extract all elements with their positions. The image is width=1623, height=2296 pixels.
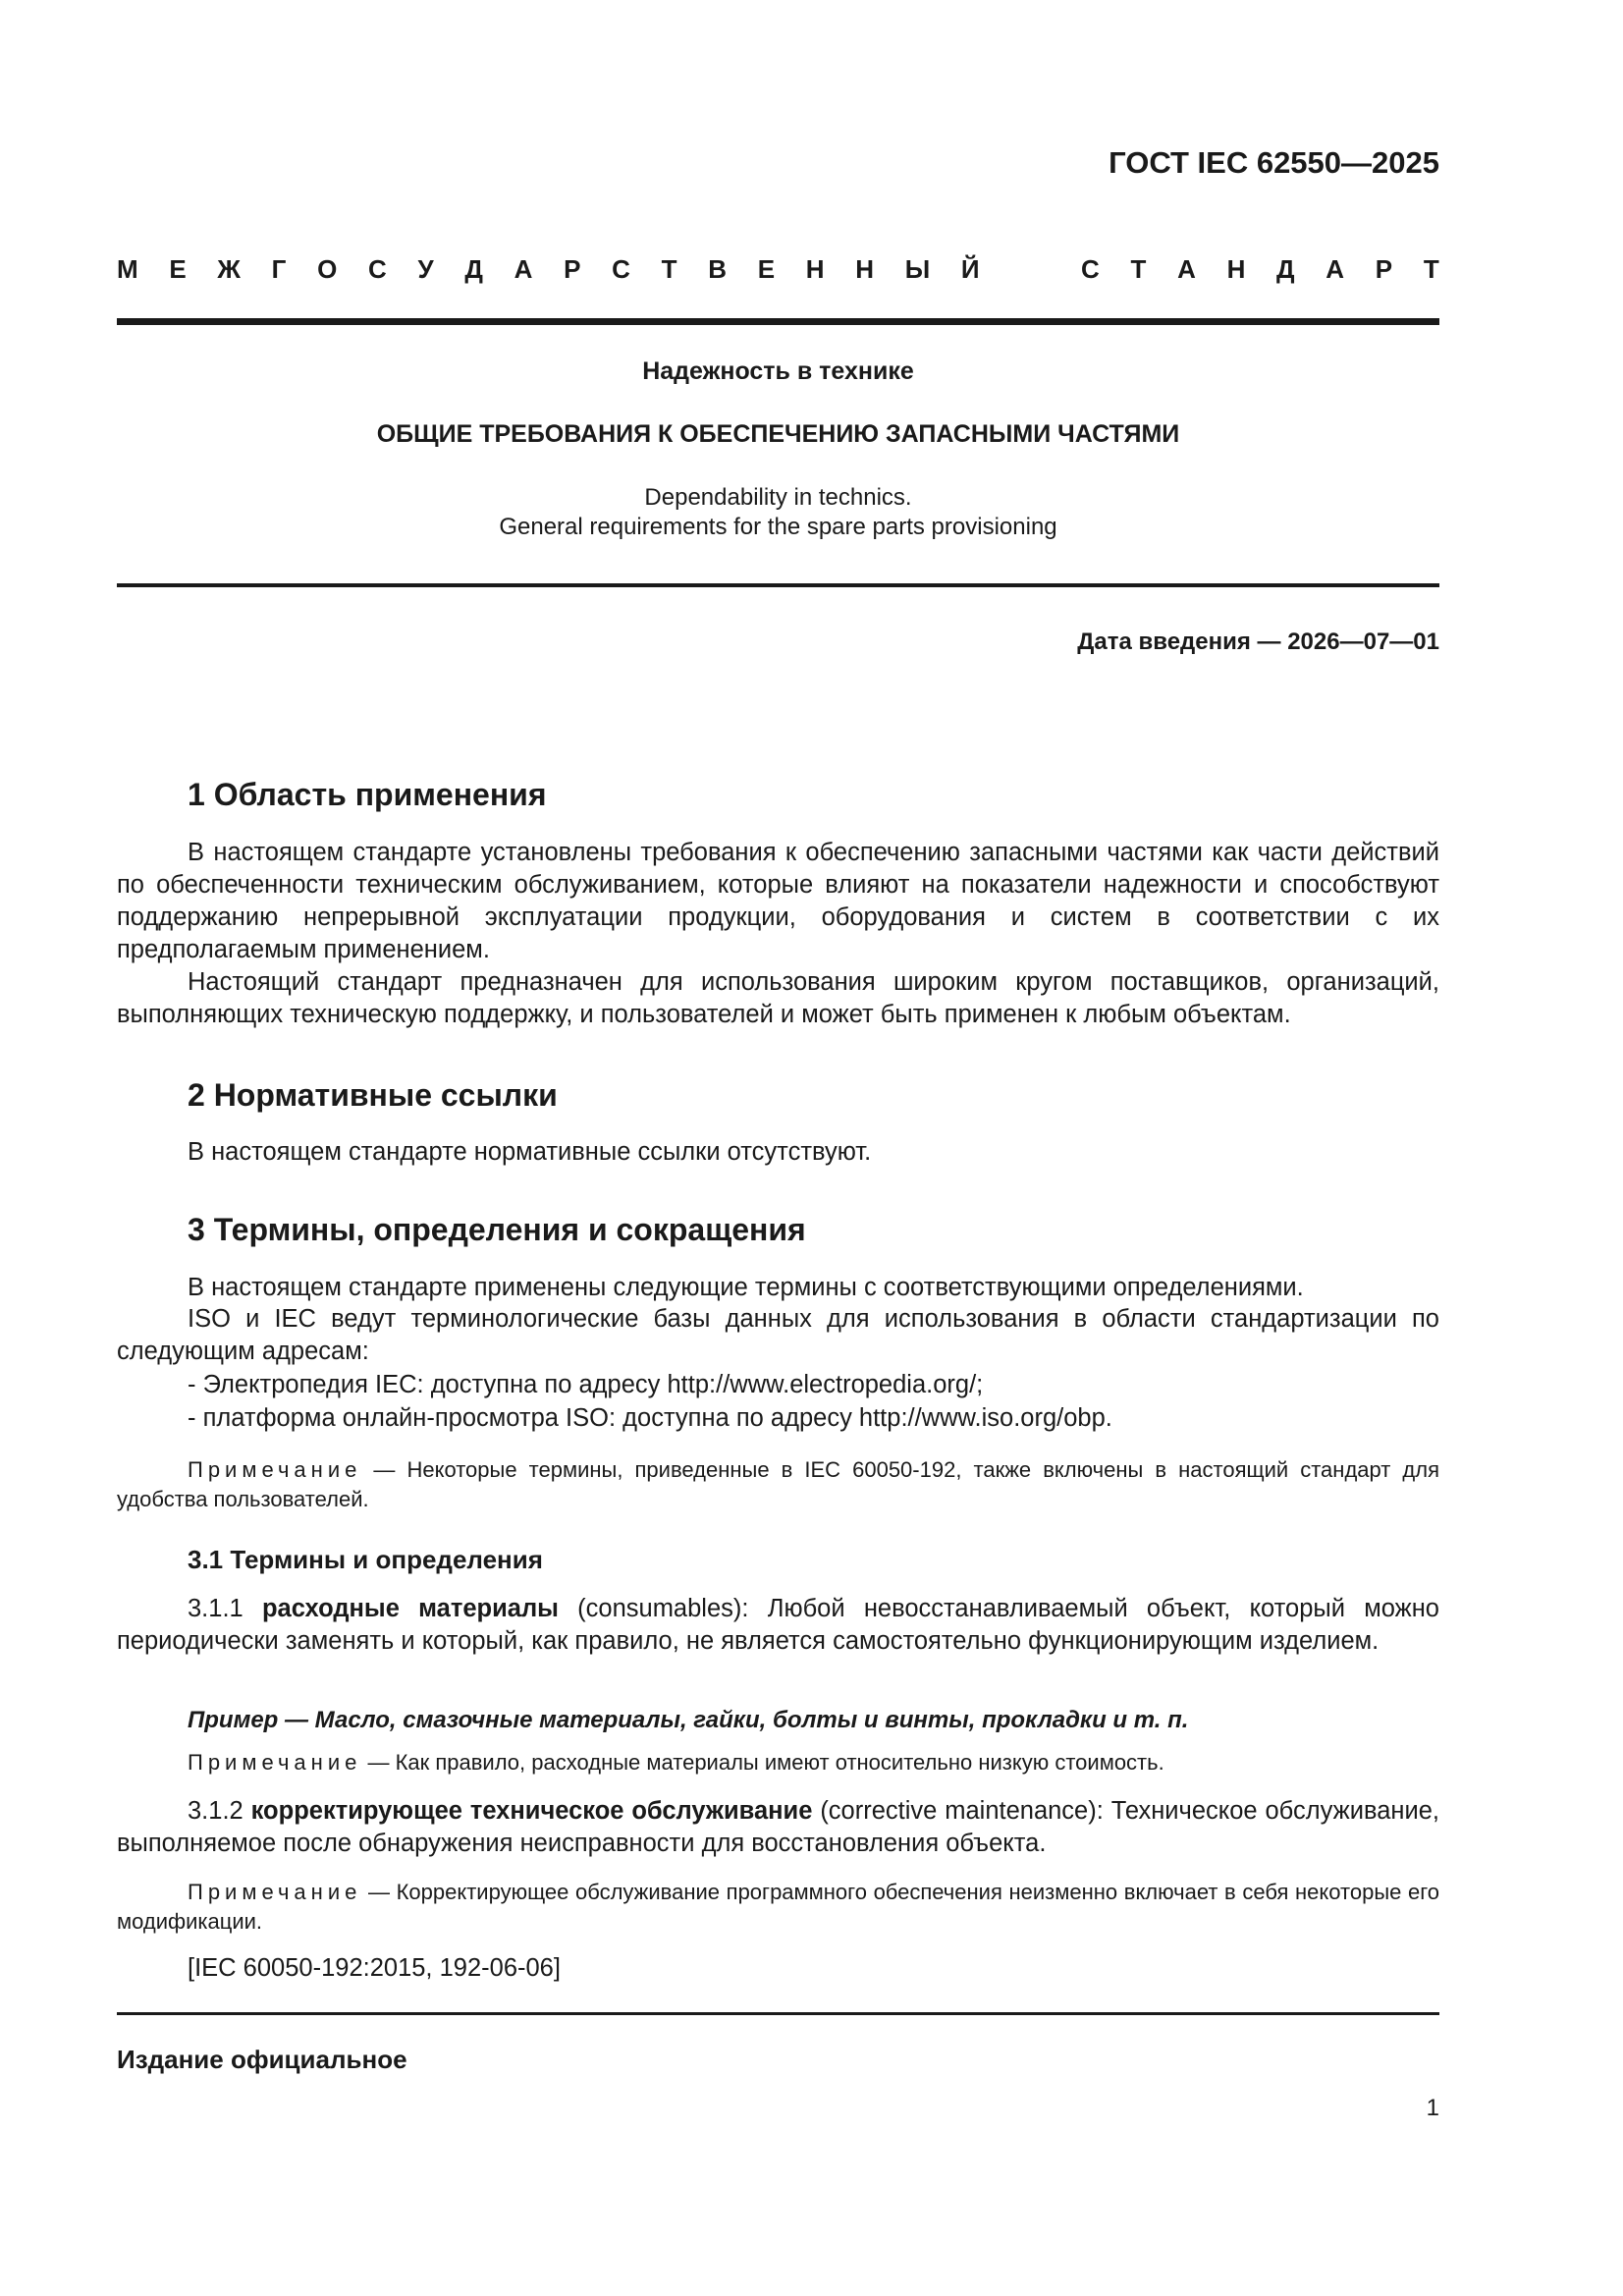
term-name: корректирующее техническое обслуживание <box>250 1797 813 1825</box>
document-subtitle: Надежность в технике <box>642 357 914 385</box>
standard-type-letter: Т <box>1130 254 1147 284</box>
standard-type-letter: Н <box>805 254 825 284</box>
note-text: — Некоторые термины, приведенные в IEC 60050-192, также включены в настоящий стандарт для удобства пользователей. <box>117 1457 1439 1511</box>
standard-type-letter: А <box>514 254 533 284</box>
standard-type-letter: С <box>1081 254 1100 284</box>
standard-type-letter: Е <box>169 254 187 284</box>
note-text: — Как правило, расходные материалы имеют относительно низкую стоимость. <box>361 1750 1164 1775</box>
standard-type-letter: Г <box>271 254 287 284</box>
section-3-paragraph-2: ISO и IEC ведут терминологические базы данных для использования в области стандартизации по следующим адресам: <box>117 1305 1439 1365</box>
section-3-note <box>117 1455 1439 1514</box>
list-item: - платформа онлайн-просмотра ISO: доступна по адресу http://www.iso.org/obp. <box>188 1404 1112 1432</box>
term-3-1-2 <box>117 1795 1439 1860</box>
standard-type-letter: О <box>317 254 338 284</box>
term-reference: [IEC 60050-192:2015, 192-06-06] <box>188 1954 561 1982</box>
standard-type-letter: Ж <box>217 254 241 284</box>
section-1-paragraph-1: В настоящем стандарте установлены требования к обеспечению запасными частями как части действий по обеспеченности техническим обслуживанием, которые влияют на показатели надежности и способствуют поддержанию непрерывной эксплуатации продукции, оборудования и систем в соответствии с их предполагаемым применением. <box>117 839 1439 963</box>
section-1-heading: 1 Область применения <box>188 777 547 812</box>
english-title-line2: General requirements for the spare parts provisioning <box>499 514 1057 540</box>
standard-type-letter: Н <box>855 254 875 284</box>
standard-type-letter: С <box>612 254 630 284</box>
standard-type-letter: Р <box>564 254 581 284</box>
term-definition: (corrective maintenance): Техническое обслуживание, выполняемое после обнаружения неисправности для восстановления объекта. <box>117 1797 1439 1857</box>
term-number: 3.1.2 <box>188 1797 251 1825</box>
introduction-date: Дата введения — 2026—07—01 <box>1077 629 1439 655</box>
standard-type-letter: Д <box>464 254 483 284</box>
page-number: 1 <box>1426 2095 1439 2121</box>
standard-type-letter: Е <box>757 254 776 284</box>
section-3-line-1: В настоящем стандарте применены следующие термины с соответствующими определениями. <box>188 1274 1304 1301</box>
standard-type-letter: Ы <box>904 254 931 284</box>
section-2-heading: 2 Нормативные ссылки <box>188 1077 558 1113</box>
term-name: расходные материалы <box>261 1595 559 1622</box>
section-1-paragraph-2: Настоящий стандарт предназначен для использования широким кругом поставщиков, организаций, выполняющих техническую поддержку, и пользователей и может быть применен к любым объектам. <box>117 968 1439 1028</box>
section-3-heading: 3 Термины, определения и сокращения <box>188 1212 806 1247</box>
standard-type-letter: Н <box>1226 254 1246 284</box>
document-title: ОБЩИЕ ТРЕБОВАНИЯ К ОБЕСПЕЧЕНИЮ ЗАПАСНЫМИ ЧАСТЯМИ <box>376 420 1180 448</box>
section-2-paragraph: В настоящем стандарте нормативные ссылки отсутствуют. <box>188 1138 872 1166</box>
standard-type-letter: А <box>1325 254 1345 284</box>
english-title-line1: Dependability in technics. <box>644 484 912 511</box>
document-code: ГОСТ IEC 62550—2025 <box>1109 145 1439 180</box>
term-3-1-1 <box>117 1593 1439 1658</box>
term-definition: (consumables): Любой невосстанавливаемый объект, который можно периодически заменять и который, как правило, не является самостоятельно функционирующим изделием. <box>117 1595 1439 1655</box>
standard-type-letter: У <box>417 254 434 284</box>
note-label: Примечание <box>188 1457 362 1482</box>
word-gap <box>1010 254 1050 285</box>
standard-type-letter: А <box>1177 254 1196 284</box>
standard-type-heading <box>117 254 1439 285</box>
standard-type-letter: Т <box>1423 254 1439 284</box>
note-label: Примечание <box>188 1750 362 1775</box>
standard-type-letter: С <box>368 254 387 284</box>
edition-label: Издание официальное <box>117 2045 407 2074</box>
term-example: Пример — Масло, смазочные материалы, гайки, болты и винты, прокладки и т. п. <box>188 1707 1189 1733</box>
section-3-1-heading: 3.1 Термины и определения <box>188 1545 543 1574</box>
title-divider <box>117 583 1439 587</box>
standard-type-letter: Т <box>661 254 677 284</box>
list-item: - Электропедия IEC: доступна по адресу http://www.electropedia.org/; <box>188 1371 984 1398</box>
standard-type-letter: Р <box>1375 254 1393 284</box>
standard-type-letter: М <box>117 254 138 284</box>
term-3-1-2-note <box>117 1878 1439 1937</box>
term-number: 3.1.1 <box>188 1595 262 1622</box>
note-label: Примечание <box>188 1880 362 1904</box>
standard-type-letter: В <box>708 254 728 284</box>
standard-type-letter: Й <box>960 254 980 284</box>
standard-type-letter: Д <box>1276 254 1295 284</box>
header-divider <box>117 318 1439 325</box>
note-text: — Корректирующее обслуживание программного обеспечения неизменно включает в себя некоторые его модификации. <box>117 1880 1439 1934</box>
term-3-1-1-note <box>117 1748 1439 1777</box>
footer-divider <box>117 2012 1439 2015</box>
